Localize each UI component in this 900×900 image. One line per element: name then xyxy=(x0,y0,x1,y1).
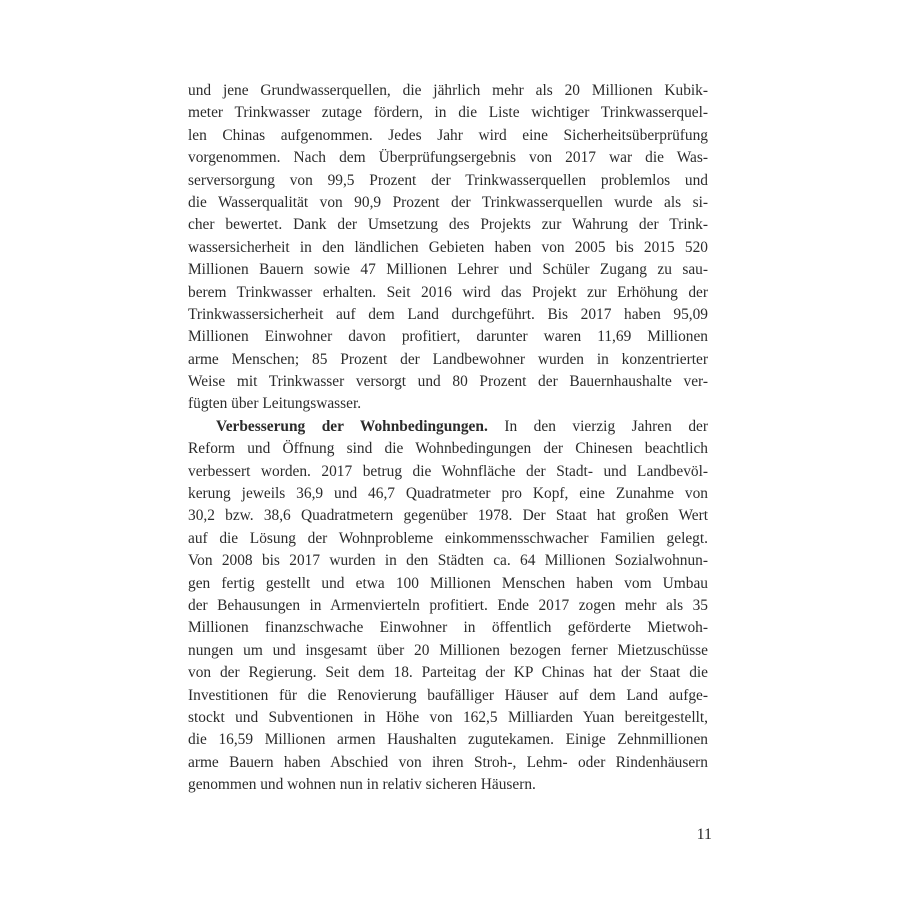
text-line: genommen und wohnen nun in relativ sicheren Häusern. xyxy=(188,776,536,794)
text-line: der Behausungen in Armenvierteln profitiert. Ende 2017 zogen mehr als 35 xyxy=(188,596,708,614)
paragraph-housing xyxy=(188,416,708,797)
text-line: 30,2 bzw. 38,6 Quadratmetern gegenüber 1978. Der Staat hat großen Wert xyxy=(188,507,708,525)
text-line: und jene Grundwasserquellen, die jährlich mehr als 20 Millionen Kubik- xyxy=(188,82,708,99)
text-line: serversorgung von 99,5 Prozent der Trinkwasserquellen problemlos und xyxy=(188,171,708,189)
text-line: berem Trinkwasser erhalten. Seit 2016 wird das Projekt zur Erhöhung der xyxy=(188,283,708,301)
text-line: fügten über Leitungswasser. xyxy=(188,395,362,413)
paragraph-first-line xyxy=(188,416,708,438)
text-line: arme Menschen; 85 Prozent der Landbewohner wurden in konzentrierter xyxy=(188,350,708,368)
text-line: Reform und Öffnung sind die Wohnbedingungen der Chinesen beachtlich xyxy=(188,440,708,458)
text-line: stockt und Subventionen in Höhe von 162,5 Milliarden Yuan bereitgestellt, xyxy=(188,708,708,726)
text-fragment: In den vierzig Jahren der xyxy=(487,417,708,435)
text-line: verbessert worden. 2017 betrug die Wohnfläche der Stadt- und Landbevöl- xyxy=(188,462,708,480)
page-number: 11 xyxy=(696,826,712,843)
text-line: kerung jeweils 36,9 und 46,7 Quadratmeter pro Kopf, eine Zunahme von xyxy=(188,485,708,503)
text-line: nungen um und insgesamt über 20 Millionen bezogen ferner Mietzuschüsse xyxy=(188,641,708,659)
text-line: auf die Lösung der Wohnprobleme einkommensschwacher Familien gelegt. xyxy=(188,529,708,547)
text-line: gen fertig gestellt und etwa 100 Millionen Menschen haben vom Umbau xyxy=(188,574,708,592)
text-line: Weise mit Trinkwasser versorgt und 80 Prozent der Bauernhaushalte ver- xyxy=(188,373,708,391)
text-line: meter Trinkwasser zutage fördern, in die Liste wichtiger Trinkwasserquel- xyxy=(188,104,708,122)
text-line: Millionen finanzschwache Einwohner in öffentlich geförderte Mietwoh- xyxy=(188,619,708,637)
text-line: Von 2008 bis 2017 wurden in den Städten ca. 64 Millionen Sozialwohnun- xyxy=(188,552,708,570)
text-line: len Chinas aufgenommen. Jedes Jahr wird eine Sicherheitsüberprüfung xyxy=(188,126,708,144)
text-line: vorgenommen. Nach dem Überprüfungsergebnis von 2017 war die Was- xyxy=(188,149,708,167)
paragraph-drinking-water xyxy=(188,80,708,416)
text-line: von der Regierung. Seit dem 18. Parteitag der KP Chinas hat der Staat die xyxy=(188,664,708,682)
text-line: wassersicherheit in den ländlichen Gebieten haben von 2005 bis 2015 520 xyxy=(188,238,708,256)
text-line: arme Bauern haben Abschied von ihren Stroh-, Lehm- oder Rindenhäusern xyxy=(188,753,708,771)
text-line: Millionen Einwohner davon profitiert, darunter waren 11,69 Millionen xyxy=(188,328,708,346)
text-line: Trinkwassersicherheit auf dem Land durchgeführt. Bis 2017 haben 95,09 xyxy=(188,305,708,323)
text-line: die Wasserqualität von 90,9 Prozent der Trinkwasserquellen wurde als si- xyxy=(188,193,708,211)
section-heading: Verbesserung der Wohnbedingungen. xyxy=(216,417,488,435)
text-line: Millionen Bauern sowie 47 Millionen Lehrer und Schüler Zugang zu sau- xyxy=(188,261,708,279)
text-line: cher bewertet. Dank der Umsetzung des Projekts zur Wahrung der Trink- xyxy=(188,216,708,234)
body-text xyxy=(188,80,708,797)
text-line: Investitionen für die Renovierung baufälliger Häuser auf dem Land aufge- xyxy=(188,686,708,704)
text-line: die 16,59 Millionen armen Haushalten zugutekamen. Einige Zehnmillionen xyxy=(188,731,708,749)
